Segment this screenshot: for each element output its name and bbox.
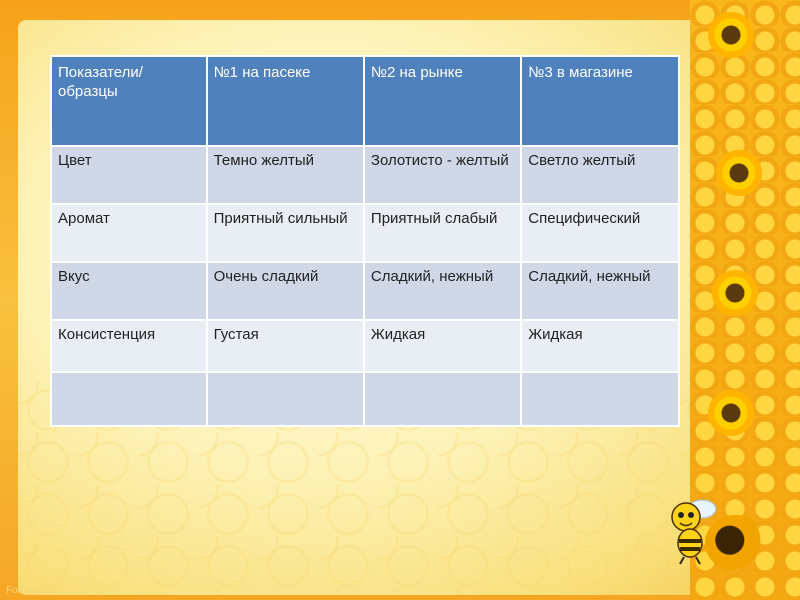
table-cell: [364, 372, 521, 426]
table-header-row: [51, 56, 679, 146]
table-cell: Очень сладкий: [207, 262, 364, 320]
sunflower-icon: [708, 12, 754, 58]
table-row-empty: [51, 372, 679, 426]
honey-comparison-table: [50, 55, 680, 427]
table-cell: Специфический: [521, 204, 679, 262]
header-sample-3: №3 в магазине: [521, 56, 679, 146]
header-sample-2: №2 на рынке: [364, 56, 521, 146]
table-row: [51, 262, 679, 320]
table-cell: [521, 372, 679, 426]
honey-pot-icon: [705, 515, 767, 571]
table-cell: Сладкий, нежный: [521, 262, 679, 320]
table-row: [51, 204, 679, 262]
table-cell: [51, 372, 207, 426]
sunflower-icon: [708, 390, 754, 436]
table-cell: Густая: [207, 320, 364, 372]
table-row: [51, 320, 679, 372]
header-indicators: Показатели/образцы: [51, 56, 207, 146]
table-row: [51, 146, 679, 204]
header-sample-1: №1 на пасеке: [207, 56, 364, 146]
table-cell: Цвет: [51, 146, 207, 204]
table-cell: Светло желтый: [521, 146, 679, 204]
table-cell: Приятный слабый: [364, 204, 521, 262]
table-cell: Жидкая: [521, 320, 679, 372]
table-cell: Сладкий, нежный: [364, 262, 521, 320]
table-cell: Приятный сильный: [207, 204, 364, 262]
table-cell: Золотисто - желтый: [364, 146, 521, 204]
sunflower-icon: [712, 270, 758, 316]
table-cell: Консистенция: [51, 320, 207, 372]
table-cell: Жидкая: [364, 320, 521, 372]
table-cell: Темно желтый: [207, 146, 364, 204]
table-cell: Вкус: [51, 262, 207, 320]
table-cell: Аромат: [51, 204, 207, 262]
watermark: FokinaLida: [6, 585, 55, 596]
sunflower-icon: [716, 150, 762, 196]
table-cell: [207, 372, 364, 426]
